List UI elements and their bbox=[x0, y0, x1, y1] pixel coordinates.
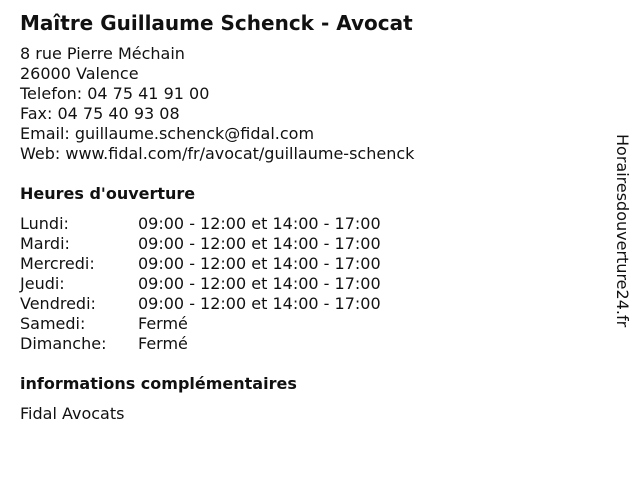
day-hours: 09:00 - 12:00 et 14:00 - 17:00 bbox=[138, 274, 381, 293]
phone-line: Telefon: 04 75 41 91 00 bbox=[20, 84, 210, 103]
contact-block bbox=[20, 44, 590, 164]
hours-row-lundi bbox=[20, 214, 590, 234]
business-title: Maître Guillaume Schenck - Avocat bbox=[20, 11, 413, 35]
day-hours: Fermé bbox=[138, 334, 188, 353]
day-hours: 09:00 - 12:00 et 14:00 - 17:00 bbox=[138, 234, 381, 253]
hours-heading: Heures d'ouverture bbox=[20, 184, 196, 203]
web-line: Web: www.fidal.com/fr/avocat/guillaume-schenck bbox=[20, 144, 415, 163]
hours-row-dimanche bbox=[20, 334, 590, 354]
extra-info-text: Fidal Avocats bbox=[20, 404, 125, 423]
day-hours: Fermé bbox=[138, 314, 188, 333]
business-card bbox=[20, 10, 590, 424]
address-city: 26000 Valence bbox=[20, 64, 139, 83]
day-hours: 09:00 - 12:00 et 14:00 - 17:00 bbox=[138, 294, 381, 313]
hours-table bbox=[20, 214, 590, 354]
hours-row-samedi bbox=[20, 314, 590, 334]
day-hours: 09:00 - 12:00 et 14:00 - 17:00 bbox=[138, 214, 381, 233]
hours-row-mercredi bbox=[20, 254, 590, 274]
address-street: 8 rue Pierre Méchain bbox=[20, 44, 185, 63]
day-label: Dimanche: bbox=[20, 334, 107, 353]
site-brand: Horairesdouverture24.fr bbox=[613, 134, 632, 328]
hours-row-jeudi bbox=[20, 274, 590, 294]
email-line: Email: guillaume.schenck@fidal.com bbox=[20, 124, 315, 143]
day-label: Samedi: bbox=[20, 314, 86, 333]
fax-line: Fax: 04 75 40 93 08 bbox=[20, 104, 180, 123]
hours-row-mardi bbox=[20, 234, 590, 254]
day-label: Lundi: bbox=[20, 214, 69, 233]
day-hours: 09:00 - 12:00 et 14:00 - 17:00 bbox=[138, 254, 381, 273]
day-label: Mardi: bbox=[20, 234, 70, 253]
hours-row-vendredi bbox=[20, 294, 590, 314]
extra-info-heading: informations complémentaires bbox=[20, 374, 297, 393]
day-label: Mercredi: bbox=[20, 254, 95, 273]
day-label: Vendredi: bbox=[20, 294, 96, 313]
day-label: Jeudi: bbox=[20, 274, 65, 293]
